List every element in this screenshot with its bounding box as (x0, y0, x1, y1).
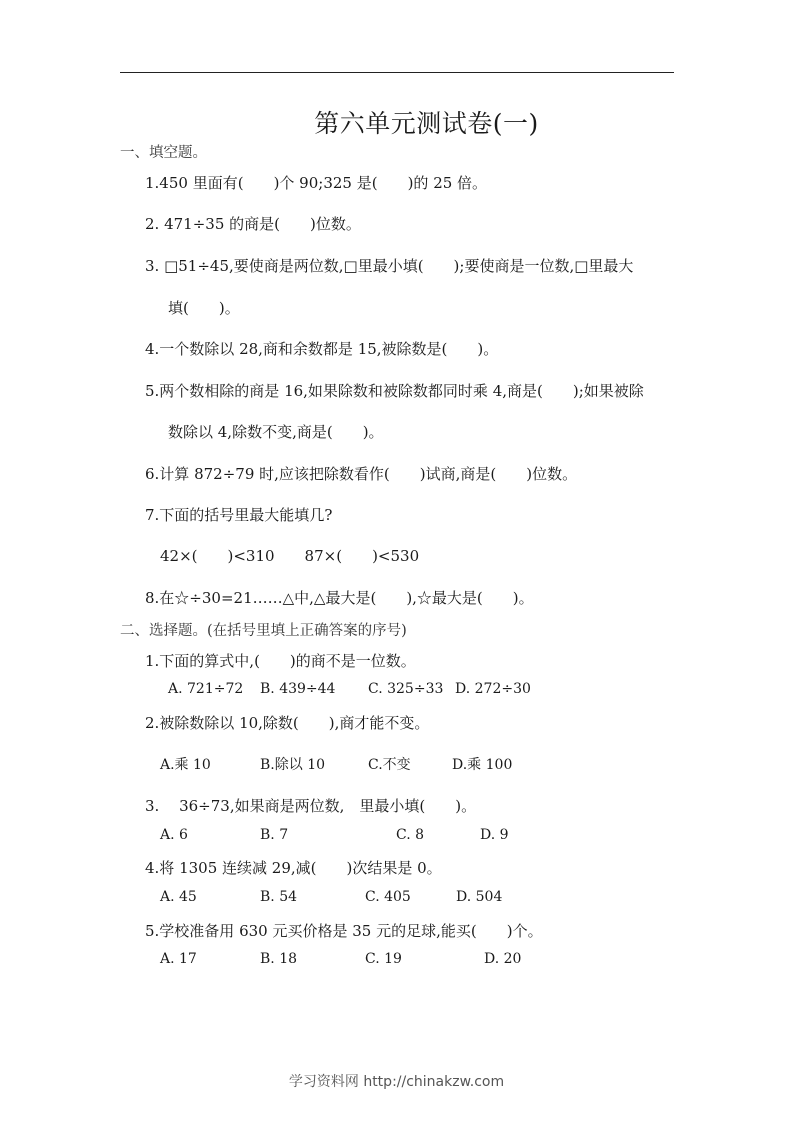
footer-watermark: 学习资料网 http://chinakzw.com (288, 1074, 505, 1090)
option: C. 405 (365, 889, 411, 905)
question-text: 4.将 1305 连续减 29,减( )次结果是 0。 (145, 859, 442, 877)
question-text: 4.一个数除以 28,商和余数都是 15,被除数是( )。 (145, 340, 499, 358)
option: D.乘 100 (452, 757, 513, 773)
question-text: 7.下面的括号里最大能填几? (145, 506, 333, 524)
option: B. 439÷44 (260, 681, 336, 697)
option: A. 6 (160, 827, 188, 843)
option: C. 325÷33 (368, 681, 444, 697)
option: C.不变 (368, 757, 411, 773)
option: A.乘 10 (160, 757, 211, 773)
question-text: 填( )。 (168, 299, 240, 317)
option: A. 17 (160, 951, 197, 967)
question-text: 数除以 4,除数不变,商是( )。 (168, 423, 384, 441)
option: A. 721÷72 (168, 681, 244, 697)
section-heading-fill-in: 一、填空题。 (120, 145, 207, 161)
question-text: 2. 471÷35 的商是( )位数。 (145, 215, 361, 233)
section-heading-choice: 二、选择题。(在括号里填上正确答案的序号) (120, 623, 407, 639)
option: B.除以 10 (260, 757, 326, 773)
question-text: 3. □51÷45,要使商是两位数,□里最小填( );要使商是一位数,□里最大 (145, 257, 634, 275)
question-text: 5.两个数相除的商是 16,如果除数和被除数都同时乘 4,商是( );如果被除 (145, 382, 644, 400)
header-rule (120, 72, 674, 73)
question-text: 1.450 里面有( )个 90;325 是( )的 25 倍。 (145, 174, 488, 192)
question-text: 42×( )<310 87×( )<530 (160, 547, 420, 565)
option: D. 272÷30 (455, 681, 531, 697)
question-text: 5.学校准备用 630 元买价格是 35 元的足球,能买( )个。 (145, 922, 543, 940)
question-text: 3. 36÷73,如果商是两位数, 里最小填( )。 (145, 797, 477, 815)
question-text: 1.下面的算式中,( )的商不是一位数。 (145, 652, 416, 670)
option: C. 19 (365, 951, 402, 967)
option: B. 18 (260, 951, 298, 967)
option: A. 45 (160, 889, 197, 905)
option: B. 54 (260, 889, 298, 905)
question-text: 8.在☆÷30=21……△中,△最大是( ),☆最大是( )。 (145, 589, 534, 607)
question-text: 6.计算 872÷79 时,应该把除数看作( )试商,商是( )位数。 (145, 465, 578, 483)
option: D. 20 (484, 951, 522, 967)
option: B. 7 (260, 827, 289, 843)
option: D. 504 (456, 889, 503, 905)
option: D. 9 (480, 827, 509, 843)
question-text: 2.被除数除以 10,除数( ),商才能不变。 (145, 714, 430, 732)
page-title: 第六单元测试卷(一) (314, 109, 539, 138)
option: C. 8 (396, 827, 425, 843)
